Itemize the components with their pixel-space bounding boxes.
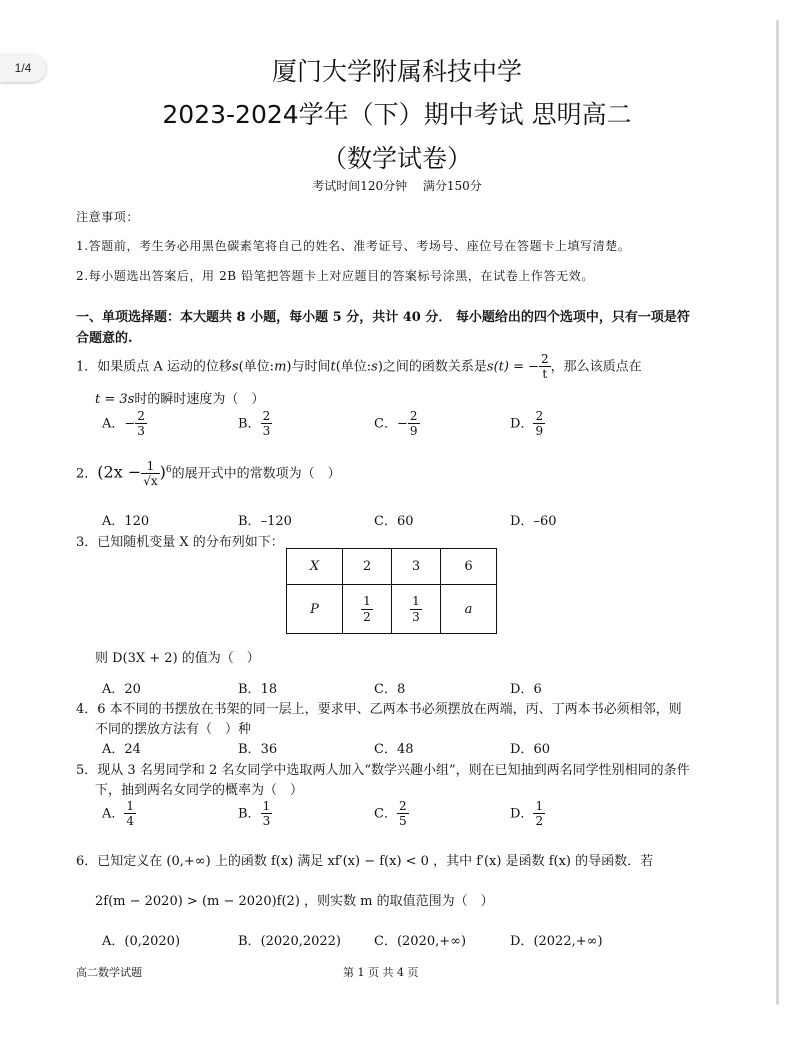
- frac-den: 4: [126, 814, 135, 829]
- option-label: D．: [510, 806, 534, 822]
- q4-option-c[interactable]: [374, 738, 414, 757]
- option-value: 120: [124, 514, 150, 529]
- frac-num: 1: [262, 799, 271, 813]
- option-value: 20: [124, 682, 141, 697]
- q2-option-c[interactable]: [374, 510, 414, 529]
- option-label: D．: [510, 742, 534, 757]
- q4-number: 4．: [76, 702, 98, 717]
- table-row: [287, 549, 497, 585]
- frac-den: 5: [398, 814, 407, 829]
- frac-den: 9: [409, 424, 418, 439]
- footer-page-number: 第 1 页 共 4 页: [343, 966, 419, 979]
- q1-var-t: t: [330, 359, 336, 375]
- q1-expression: s(t) = −: [486, 359, 539, 375]
- option-value: 6: [533, 682, 542, 697]
- exam-info: 考试时间120分钟 满分150分: [312, 179, 482, 193]
- q1-text-d: (单位:: [335, 359, 372, 375]
- q1-number: 1．: [76, 359, 98, 375]
- footer-left: 高二数学试题: [76, 966, 142, 979]
- option-fraction: [533, 799, 545, 829]
- frac-num: 2: [535, 409, 544, 423]
- q6-line1: 已知定义在 (0,+∞) 上的函数 f(x) 满足 xf′(x) − f(x) < 0 ，其中 f′(x) 是函数 f(x) 的导函数．若: [97, 854, 654, 869]
- exam-title: 2023-2024学年（下）期中考试 思明高二: [162, 100, 632, 129]
- q1-text-b: (单位:: [238, 359, 275, 375]
- table-cell: 2: [343, 549, 392, 585]
- q4-line2: 不同的摆放方法有（ ）种: [95, 722, 252, 737]
- option-label: C．: [374, 416, 397, 432]
- question-3: [76, 531, 284, 550]
- q1-frac-den: t: [542, 367, 548, 382]
- option-label: D．: [510, 934, 534, 949]
- q5-option-b[interactable]: [238, 799, 272, 829]
- q3-option-b[interactable]: [238, 678, 277, 697]
- q3-text: 已知随机变量 X 的分布列如下：: [97, 535, 284, 550]
- table-cell: a: [441, 585, 497, 634]
- q2-option-b[interactable]: [238, 510, 292, 529]
- notice-title: 注意事项：: [76, 210, 140, 224]
- frac-den: 3: [137, 424, 145, 439]
- q2-frac-den: √x: [143, 474, 158, 489]
- option-label: D．: [510, 416, 534, 432]
- option-fraction: [124, 799, 136, 829]
- option-fraction: [533, 409, 545, 439]
- q5-line1: 现从 3 名男同学和 2 名女同学中选取两人加入“数学兴趣小组”，则在已知抽到两名同学性别相同的条件: [97, 763, 690, 778]
- option-value: (2020,+∞): [396, 934, 467, 949]
- q1-var-s2: s: [371, 359, 378, 375]
- option-label: B．: [238, 742, 261, 757]
- q1-option-b[interactable]: [238, 409, 272, 439]
- option-label: A．: [102, 514, 125, 529]
- distribution-table: [286, 548, 497, 634]
- option-label: D．: [510, 682, 534, 697]
- q1-var-m: m: [274, 359, 287, 375]
- option-label: C．: [374, 742, 397, 757]
- q1-text-e: )之间的函数关系是: [377, 359, 487, 375]
- option-label: C．: [374, 682, 397, 697]
- question-2: [76, 459, 341, 489]
- q6-option-b[interactable]: [238, 930, 341, 949]
- option-value: –60: [533, 514, 557, 529]
- option-label: C．: [374, 934, 397, 949]
- frac-num: 2: [137, 409, 145, 423]
- q5-line2: 下，抽到两名女同学的概率为（ ）: [95, 783, 304, 798]
- subject-title: （数学试卷）: [321, 144, 472, 173]
- q2-number: 2．: [76, 466, 98, 482]
- option-label: A．: [102, 806, 125, 822]
- option-label: B．: [238, 514, 261, 529]
- option-value: 60: [396, 514, 414, 529]
- q2-power: 6: [165, 465, 172, 476]
- q2-text: 的展开式中的常数项为（ ）: [171, 466, 341, 482]
- school-title: 厦门大学附属科技中学: [271, 57, 522, 86]
- q5-number: 5．: [76, 763, 98, 778]
- q1-frac-num: 2: [541, 352, 549, 366]
- option-value: (0,2020): [124, 934, 181, 949]
- option-sign: −: [124, 416, 136, 432]
- option-label: B．: [238, 934, 261, 949]
- option-label: A．: [102, 416, 125, 432]
- table-cell: P: [287, 585, 343, 634]
- q1-time-expr: t = 3s: [95, 392, 135, 407]
- q4-line1: 6 本不同的书摆放在书架的同一层上，要求甲、乙两本书必须摆放在两端，丙、丁两本书必须相邻，则: [97, 702, 682, 717]
- page-indicator[interactable]: 1/4: [0, 54, 46, 82]
- q4-option-d[interactable]: [510, 738, 550, 757]
- q3-number: 3．: [76, 535, 98, 550]
- option-value: (2022,+∞): [533, 934, 603, 949]
- q3-after: 则 D(3X + 2) 的值为（ ）: [95, 651, 260, 666]
- frac-den: 3: [262, 814, 271, 829]
- q2-fraction: [141, 459, 159, 489]
- option-label: B．: [238, 806, 261, 822]
- q5-option-c[interactable]: [374, 799, 409, 829]
- option-label: A．: [102, 934, 125, 949]
- frac-num: 1: [126, 799, 135, 813]
- question-6: [76, 850, 653, 869]
- option-label: A．: [102, 742, 125, 757]
- table-cell: 3: [392, 549, 441, 585]
- table-cell: X: [287, 549, 343, 585]
- option-label: A．: [102, 682, 125, 697]
- q1-option-c[interactable]: [374, 409, 420, 439]
- option-fraction: [261, 799, 273, 829]
- table-cell: $\frac{1}{3}$: [392, 585, 441, 634]
- q4-option-b[interactable]: [238, 738, 277, 757]
- frac-den: 3: [262, 424, 271, 439]
- q1-var-s: s: [231, 359, 239, 375]
- section-heading-line1: 一、单项选择题：本大题共 8 小题，每小题 5 分，共计 40 分． 每小题给出的四个选项中，只有一项是符: [76, 310, 690, 325]
- q1-text-a: 如果质点 A 运动的位移: [97, 359, 232, 375]
- q1-fraction: [539, 352, 551, 382]
- q5-option-d[interactable]: [510, 799, 545, 829]
- q1-line2: [95, 388, 264, 407]
- q2-expr-a: (2x −: [97, 462, 142, 482]
- q1-line2-text: 时的瞬时速度为（ ）: [134, 392, 265, 407]
- q6-option-d[interactable]: [510, 930, 603, 949]
- option-value: 48: [396, 742, 414, 757]
- q3-option-d[interactable]: [510, 678, 542, 697]
- q1-text-f: ，那么该质点在: [550, 359, 642, 375]
- option-fraction: [135, 409, 147, 439]
- table-cell: $\frac{1}{2}$: [343, 585, 392, 634]
- option-value: 24: [124, 742, 141, 757]
- q3-option-a[interactable]: [102, 678, 141, 697]
- frac-den: 9: [535, 424, 544, 439]
- table-cell: 6: [441, 549, 497, 585]
- option-label: C．: [374, 806, 397, 822]
- option-sign: −: [396, 416, 408, 432]
- option-label: C．: [374, 514, 397, 529]
- option-value: 36: [260, 742, 278, 757]
- q1-option-d[interactable]: [510, 409, 545, 439]
- q1-text-c: )与时间: [286, 359, 331, 375]
- option-label: B．: [238, 682, 261, 697]
- notice-item-1: 1.答题前，考生务必用黑色碳素笔将自己的姓名、准考证号、考场号、座位号在答题卡上填写清楚。: [76, 239, 631, 253]
- frac-den: 2: [535, 814, 544, 829]
- option-value: 18: [260, 682, 278, 697]
- option-value: 60: [533, 742, 550, 757]
- notice-item-2: 2.每小题选出答案后，用 2B 铅笔把答题卡上对应题目的答案标号涂黑，在试卷上作答无效。: [76, 269, 594, 283]
- frac-num: 2: [262, 409, 271, 423]
- option-value: 8: [396, 682, 406, 697]
- q6-option-a[interactable]: [102, 930, 180, 949]
- option-fraction: [261, 409, 273, 439]
- question-4: [76, 698, 682, 717]
- q6-number: 6．: [76, 854, 98, 869]
- q3-option-c[interactable]: [374, 678, 405, 697]
- q2-option-d[interactable]: [510, 510, 556, 529]
- frac-num: 2: [398, 799, 407, 813]
- option-fraction: [397, 799, 409, 829]
- q2-frac-num: 1: [141, 459, 159, 474]
- option-fraction: [408, 409, 420, 439]
- option-value: –120: [260, 514, 292, 529]
- q1-option-a[interactable]: [102, 409, 147, 439]
- q2-expr-b: ): [159, 462, 166, 482]
- option-label: B．: [238, 416, 261, 432]
- question-1: [76, 352, 642, 382]
- section-heading-line2: 合题意的.: [76, 331, 133, 346]
- frac-num: 2: [409, 409, 418, 423]
- q2-option-a[interactable]: [102, 510, 149, 529]
- q6-line2: 2f(m − 2020) > (m − 2020)f(2) ，则实数 m 的取值范围为（ ）: [95, 894, 494, 909]
- option-value: (2020,2022): [260, 934, 342, 949]
- option-label: D．: [510, 514, 534, 529]
- q6-option-c[interactable]: [374, 930, 466, 949]
- q5-option-a[interactable]: [102, 799, 136, 829]
- table-row: [287, 585, 497, 634]
- frac-num: 1: [535, 799, 544, 813]
- question-5: [76, 759, 690, 778]
- q4-option-a[interactable]: [102, 738, 141, 757]
